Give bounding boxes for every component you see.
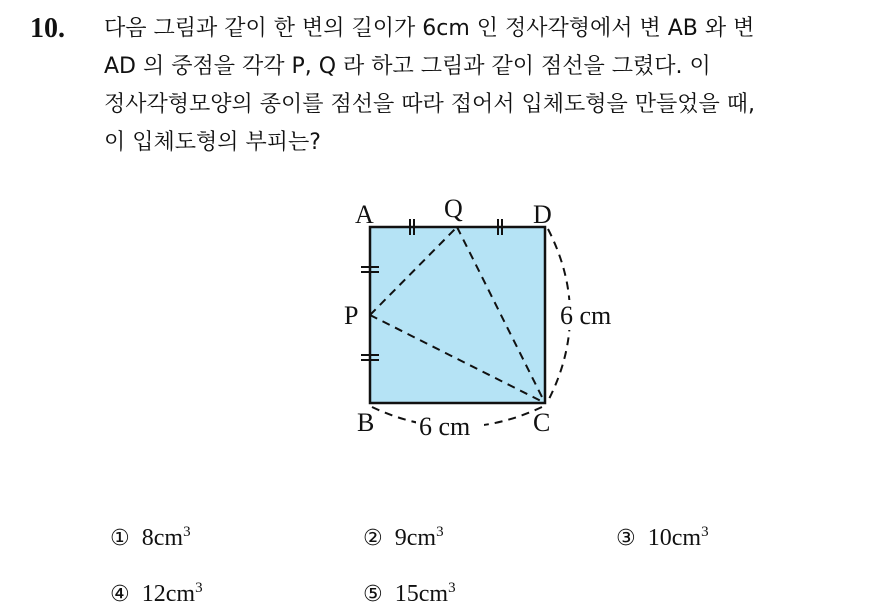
label-a: A	[355, 200, 374, 229]
choice-4-exp: 3	[195, 580, 203, 596]
question-line-1: 다음 그림과 같이 한 변의 길이가 6cm 인 정사각형에서 변 AB 와 변	[104, 16, 755, 41]
choice-5-exp: 3	[448, 580, 456, 596]
label-c: C	[533, 408, 551, 437]
question-line-4: 이 입체도형의 부피는?	[104, 130, 321, 155]
question-text	[104, 10, 874, 162]
square-shape	[370, 227, 545, 403]
choice-3-mark: ③	[616, 526, 636, 551]
choice-1-mark: ①	[110, 526, 130, 551]
choice-4-mark: ④	[110, 582, 130, 607]
choice-1-exp: 3	[183, 524, 191, 540]
choice-3-exp: 3	[701, 524, 709, 540]
choice-2-mark: ②	[363, 526, 383, 551]
choice-2-exp: 3	[436, 524, 444, 540]
choice-1-value: 8cm	[141, 525, 184, 551]
question-number: 10.	[30, 13, 65, 44]
choice-5[interactable]	[363, 581, 456, 608]
choice-2[interactable]	[363, 525, 444, 552]
question-line-2: AD 의 중점을 각각 P, Q 라 하고 그림과 같이 점선을 그렸다. 이	[104, 54, 711, 79]
label-d: D	[533, 200, 552, 229]
choice-4[interactable]	[110, 581, 203, 608]
label-q: Q	[444, 194, 463, 223]
label-p: P	[344, 301, 359, 330]
choice-1[interactable]	[110, 525, 191, 552]
choice-2-value: 9cm	[394, 525, 437, 551]
square-figure	[330, 185, 630, 445]
right-length-label: 6 cm	[560, 301, 612, 330]
square-diagram	[330, 185, 630, 445]
question-line-3: 정사각형모양의 종이를 점선을 따라 접어서 입체도형을 만들었을 때,	[104, 92, 756, 117]
choice-3[interactable]	[616, 525, 709, 552]
choice-5-mark: ⑤	[363, 582, 383, 607]
label-b: B	[357, 408, 375, 437]
choice-4-value: 12cm	[141, 581, 196, 607]
choice-3-value: 10cm	[647, 525, 702, 551]
choice-5-value: 15cm	[394, 581, 449, 607]
bottom-length-label: 6 cm	[419, 412, 471, 441]
